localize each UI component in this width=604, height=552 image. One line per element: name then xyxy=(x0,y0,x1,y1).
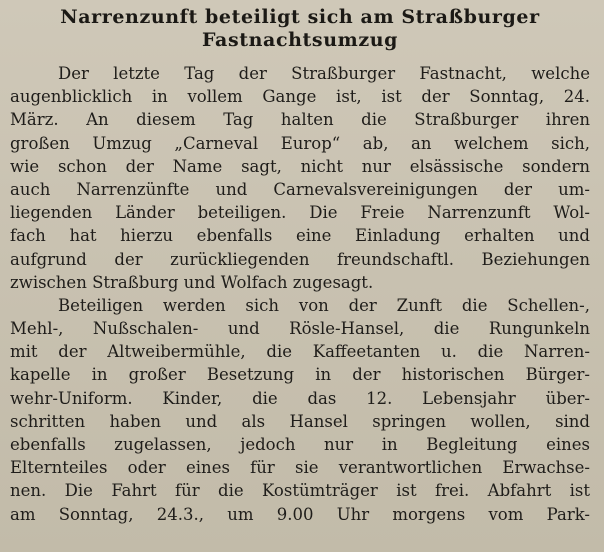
headline xyxy=(10,6,590,52)
text-line: auch Narrenzünfte und Carnevalsvereinigungen der um- xyxy=(10,179,590,199)
headline-line: Narrenzunft beteiligt sich am Straßburger xyxy=(60,6,540,28)
text-line: aufgrund der zurückliegenden freundschaftl. Beziehungen xyxy=(10,249,590,269)
text-line: Beteiligen werden sich von der Zunft die Schellen-, xyxy=(58,295,590,315)
text-line: liegenden Länder beteiligen. Die Freie Narrenzunft Wol- xyxy=(10,203,590,223)
text-line: mit der Altweibermühle, die Kaffeetanten u. die Narren- xyxy=(10,342,590,362)
article-body xyxy=(10,62,590,526)
article xyxy=(10,6,590,526)
text-line: kapelle in großer Besetzung in der historischen Bürger- xyxy=(10,365,590,385)
text-line: wehr-Uniform. Kinder, die das 12. Lebensjahr über- xyxy=(10,388,590,408)
text-line: augenblicklich in vollem Gange ist, ist der Sonntag, 24. xyxy=(10,87,590,107)
text-line: wie schon der Name sagt, nicht nur elsässische sondern xyxy=(10,156,590,176)
text-line: nen. Die Fahrt für die Kostümträger ist frei. Abfahrt ist xyxy=(10,481,590,501)
text-line: Mehl-, Nußschalen- und Rösle-Hansel, die Rungunkeln xyxy=(10,319,590,339)
text-line: Der letzte Tag der Straßburger Fastnacht, welche xyxy=(58,64,590,83)
text-line: zwischen Straßburg und Wolfach zugesagt. xyxy=(10,272,374,292)
text-line: ebenfalls zugelassen, jedoch nur in Begleitung eines xyxy=(10,435,590,454)
text-line: März. An diesem Tag halten die Straßburger ihren xyxy=(10,110,590,130)
paragraph xyxy=(10,62,590,294)
paragraph xyxy=(10,294,590,526)
text-line: Elternteiles oder eines für sie verantwortlichen Erwachse- xyxy=(10,458,590,478)
text-line: schritten haben und als Hansel springen wollen, sind xyxy=(10,411,590,431)
text-line: großen Umzug „Carneval Europ“ ab, an welchem sich, xyxy=(10,133,590,153)
text-line: am Sonntag, 24.3., um 9.00 Uhr morgens vom Park- xyxy=(10,504,590,524)
headline-line: Fastnachtsumzug xyxy=(201,29,399,51)
text-line: fach hat hierzu ebenfalls eine Einladung erhalten und xyxy=(10,226,590,246)
